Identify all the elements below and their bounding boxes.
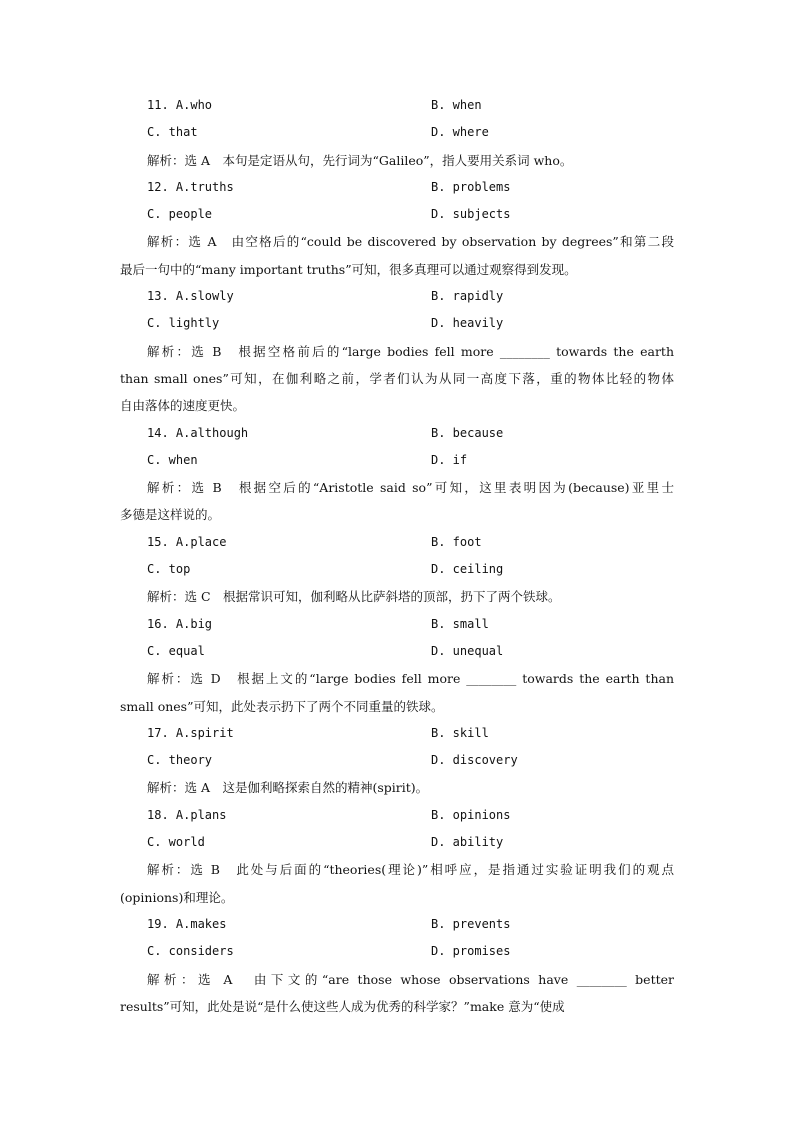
option-c: C. equal [147, 643, 205, 658]
option-b: B. problems [431, 179, 511, 194]
explanation-line: results”可知，此处是说“是什么使这些人成为优秀的科学家？”make 意为“使成 [120, 998, 565, 1014]
option-a: 11. A.who [147, 98, 213, 112]
option-a: 14. A.although [147, 425, 249, 440]
option-a: 16. A.big [147, 616, 213, 631]
option-row [0, 447, 794, 474]
option-a: 12. A.truths [147, 179, 234, 194]
option-c: C. people [147, 207, 213, 222]
option-b: B. prevents [431, 916, 511, 931]
explanation-line: than small ones”可知，在伽利略之前，学者们认为从同一高度下落，重的物体比轻的物体 [120, 370, 674, 386]
option-a: 17. A.spirit [147, 725, 234, 740]
option-row [0, 529, 794, 556]
option-b: B. foot [431, 534, 482, 549]
option-c: C. considers [147, 944, 234, 959]
explanation-line: 解析：选 C 根据常识可知，伽利略从比萨斜塔的顶部，扔下了两个铁球。 [147, 589, 561, 605]
document-page [0, 92, 794, 1020]
option-row [0, 747, 794, 774]
explanation-line: 最后一句中的“many important truths”可知，很多真理可以通过观察得到发现。 [120, 261, 577, 277]
option-row [0, 611, 794, 638]
option-b: B. because [431, 425, 504, 440]
option-b: B. rapidly [431, 289, 504, 304]
option-c: C. top [147, 562, 191, 577]
option-row [0, 829, 794, 856]
option-row [0, 174, 794, 201]
option-d: D. discovery [431, 753, 518, 768]
option-row [0, 556, 794, 583]
option-row [0, 283, 794, 310]
explanation-line: 解析：选 B 根据空格前后的“large bodies fell more ________ towards the earth [147, 343, 674, 359]
option-row [0, 420, 794, 447]
option-row [0, 92, 794, 119]
explanation-line: 解析：选 A 由空格后的“could be discovered by observation by degrees”和第二段 [147, 234, 674, 250]
option-row [0, 119, 794, 146]
option-a: 19. A.makes [147, 916, 227, 931]
explanation-line: 解析：选 A 这是伽利略探索自然的精神(spirit)。 [147, 780, 429, 796]
option-c: C. world [147, 835, 205, 850]
option-row [0, 201, 794, 228]
explanation-line: 多德是这样说的。 [120, 507, 221, 523]
option-row [0, 938, 794, 965]
option-row [0, 638, 794, 665]
explanation-line: 自由落体的速度更快。 [120, 398, 246, 414]
option-d: D. promises [431, 944, 511, 959]
option-a: 18. A.plans [147, 807, 227, 822]
option-b: B. opinions [431, 807, 511, 822]
option-b: B. small [431, 616, 489, 631]
option-a: 15. A.place [147, 534, 227, 549]
option-d: D. where [431, 125, 489, 140]
option-row [0, 911, 794, 938]
option-b: B. skill [431, 725, 489, 740]
option-b: B. when [431, 98, 482, 112]
option-row [0, 802, 794, 829]
explanation-line: (opinions)和理论。 [120, 889, 234, 905]
option-d: D. ability [431, 835, 504, 850]
explanation-line: small ones”可知，此处表示扔下了两个不同重量的铁球。 [120, 698, 444, 714]
option-d: D. ceiling [431, 562, 504, 577]
explanation-line: 解析：选 B 此处与后面的“theories(理论)”相呼应，是指通过实验证明我们的观点 [147, 862, 674, 878]
option-a: 13. A.slowly [147, 289, 234, 304]
explanation-line: 解析：选 D 根据上文的“large bodies fell more ________ towards the earth than [147, 671, 674, 687]
option-d: D. unequal [431, 643, 504, 658]
option-c: C. theory [147, 753, 213, 768]
option-d: D. if [431, 452, 468, 467]
option-c: C. lightly [147, 316, 220, 331]
explanation-line: 解析：选 A 本句是定语从句，先行词为“Galileo”，指人要用关系词 who。 [147, 152, 573, 168]
option-row [0, 310, 794, 337]
option-d: D. subjects [431, 207, 511, 222]
option-c: C. that [147, 125, 198, 140]
option-d: D. heavily [431, 316, 504, 331]
option-row [0, 720, 794, 747]
option-c: C. when [147, 452, 198, 467]
explanation-line: 解析：选 A 由下文的“are those whose observations have ________ better [147, 971, 674, 987]
explanation-line: 解析：选 B 根据空后的“Aristotle said so”可知，这里表明因为(because)亚里士 [147, 480, 674, 496]
